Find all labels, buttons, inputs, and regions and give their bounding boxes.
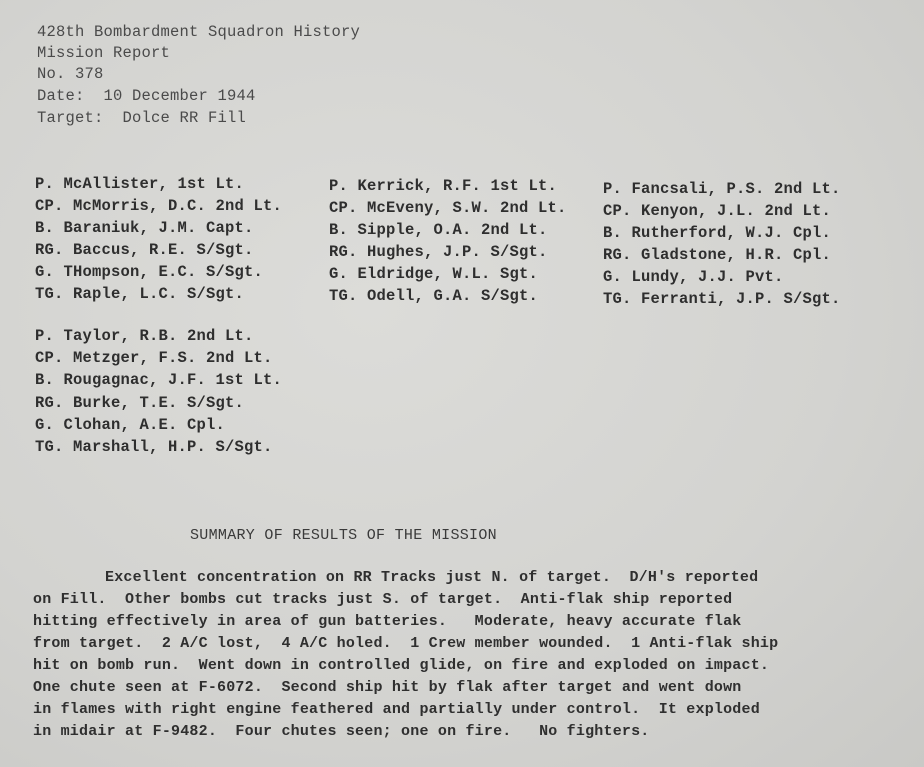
summary-line: Excellent concentration on RR Tracks just N. of target. D/H's reported: [105, 569, 759, 586]
crew-member: G. Clohan, A.E. Cpl.: [35, 416, 226, 434]
crew-member: P. Kerrick, R.F. 1st Lt.: [329, 177, 558, 195]
crew-member: TG. Raple, L.C. S/Sgt.: [35, 285, 245, 303]
report-target: Target: Dolce RR Fill: [37, 109, 247, 127]
summary-line: in midair at F-9482. Four chutes seen; one on fire. No fighters.: [33, 723, 650, 740]
crew-member: P. McAllister, 1st Lt.: [35, 175, 245, 193]
report-date: Date: 10 December 1944: [37, 87, 256, 105]
crew-member: P. Fancsali, P.S. 2nd Lt.: [603, 180, 841, 198]
crew-member: TG. Ferranti, J.P. S/Sgt.: [603, 290, 841, 308]
summary-line: One chute seen at F-6072. Second ship hit by flak after target and went down: [33, 679, 742, 696]
report-type: Mission Report: [37, 44, 171, 62]
crew-member: B. Sipple, O.A. 2nd Lt.: [329, 221, 548, 239]
squadron-title: 428th Bombardment Squadron History: [37, 23, 361, 41]
summary-line: hit on bomb run. Went down in controlled glide, on fire and exploded on impact.: [33, 657, 770, 674]
crew-member: CP. McEveny, S.W. 2nd Lt.: [329, 199, 567, 217]
crew-member: RG. Baccus, R.E. S/Sgt.: [35, 241, 254, 259]
crew-member: CP. Metzger, F.S. 2nd Lt.: [35, 349, 273, 367]
summary-line: in flames with right engine feathered and partially under control. It exploded: [33, 701, 760, 718]
crew-member: TG. Odell, G.A. S/Sgt.: [329, 287, 539, 305]
summary-line: hitting effectively in area of gun batteries. Moderate, heavy accurate flak: [33, 613, 742, 630]
crew-member: G. Lundy, J.J. Pvt.: [603, 268, 784, 286]
crew-member: RG. Burke, T.E. S/Sgt.: [35, 394, 245, 412]
crew-member: G. Eldridge, W.L. Sgt.: [329, 265, 539, 283]
crew-member: TG. Marshall, H.P. S/Sgt.: [35, 438, 273, 456]
crew-member: CP. McMorris, D.C. 2nd Lt.: [35, 197, 283, 215]
crew-member: P. Taylor, R.B. 2nd Lt.: [35, 327, 254, 345]
summary-heading: SUMMARY OF RESULTS OF THE MISSION: [190, 527, 497, 544]
crew-member: G. THompson, E.C. S/Sgt.: [35, 263, 264, 281]
crew-member: B. Rougagnac, J.F. 1st Lt.: [35, 371, 283, 389]
crew-member: B. Rutherford, W.J. Cpl.: [603, 224, 832, 242]
crew-member: B. Baraniuk, J.M. Capt.: [35, 219, 254, 237]
report-number: No. 378: [37, 65, 104, 83]
summary-line: from target. 2 A/C lost, 4 A/C holed. 1 Crew member wounded. 1 Anti-flak ship: [33, 635, 779, 652]
crew-member: CP. Kenyon, J.L. 2nd Lt.: [603, 202, 832, 220]
crew-member: RG. Hughes, J.P. S/Sgt.: [329, 243, 548, 261]
crew-member: RG. Gladstone, H.R. Cpl.: [603, 246, 832, 264]
summary-line: on Fill. Other bombs cut tracks just S. of target. Anti-flak ship reported: [33, 591, 733, 608]
